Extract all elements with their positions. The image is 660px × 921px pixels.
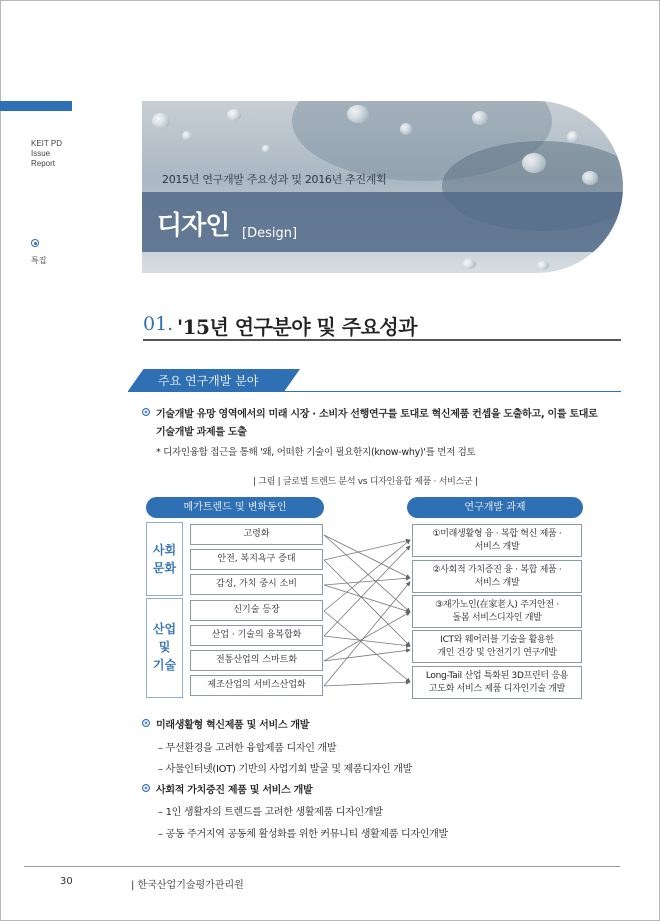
intro-line-1: 기술개발 유망 영역에서의 미래 시장 · 소비자 선행연구를 토대로 혁신제품 컨셉을 도출하고, 이를 토대로 — [156, 409, 598, 420]
trend-box: 신기술 등장 — [190, 600, 323, 621]
footer-rule — [24, 866, 620, 867]
task-line: ICT와 웨어러블 기술을 활용한 — [440, 635, 554, 645]
group-society-label: 사회 문화 — [152, 543, 177, 575]
group-industry-label: 산업 및 기술 — [152, 622, 177, 672]
list2-item: – 공동 주거지역 공동체 활성화를 위한 커뮤니티 생활제품 디자인개발 — [158, 829, 448, 840]
footer-organization: | 한국산업기술평가관리원 — [131, 880, 244, 891]
task-line: 개인 건강 및 안전기기 연구개발 — [437, 648, 557, 658]
list1-item: – 무선환경을 고려한 융합제품 디자인 개발 — [158, 743, 337, 754]
task-line: 고도화 서비스 제품 디자인기술 개발 — [428, 684, 566, 694]
section-number: 01. — [143, 313, 174, 335]
trend-box: 제조산업의 서비스산업화 — [190, 675, 323, 696]
task-line: 서비스 개발 — [474, 578, 520, 588]
intro-note: * 디자인융합 접근을 통해 '왜, 어떠한 기술이 필요한지(know-why)'를 먼저 검토 — [156, 447, 476, 458]
intro-line-2: 기술개발 과제를 도출 — [156, 427, 247, 438]
trend-box: 감성, 가치 중시 소비 — [190, 574, 323, 595]
banner-title: 디자인 — [157, 211, 230, 241]
list1-heading: 미래생활형 혁신제품 및 서비스 개발 — [156, 720, 310, 731]
banner-subtitle: 2015년 연구개발 주요성과 및 2016년 추진계획 — [162, 173, 387, 186]
task-line: ③재가노인(在家老人) 주거안전 · — [435, 600, 559, 610]
trend-box: 전통산업의 스마트화 — [190, 650, 323, 671]
task-line: Long-Tail 산업 특화된 3D프린터 응용 — [425, 671, 569, 681]
list2-heading: 사회적 가치증진 제품 및 서비스 개발 — [156, 785, 313, 796]
trend-box: 안전, 복지욕구 증대 — [190, 549, 323, 570]
section-title: '15년 연구분야 및 주요성과 — [177, 315, 418, 339]
bullet-icon — [142, 719, 150, 727]
banner-title-en: [Design] — [242, 226, 298, 241]
report-line-1: KEIT PD — [31, 139, 62, 148]
list1-item: – 사물인터넷(IOT) 기반의 사업기회 발굴 및 제품디자인 개발 — [158, 764, 413, 775]
task-line: 돌봄 서비스디자인 개발 — [452, 613, 542, 623]
list2-item: – 1인 생활자의 트렌드를 고려한 생활제품 디자인개발 — [158, 807, 383, 818]
task-line: 서비스 개발 — [474, 542, 520, 552]
sidebar-section-label: 특집 — [31, 256, 47, 265]
figure-caption: | 그림 | 글로벌 트렌드 분석 vs 디자인융합 제품 · 서비스군 | — [253, 477, 478, 487]
bullet-icon — [142, 784, 150, 792]
figure-right-header: 연구개발 과제 — [407, 497, 583, 518]
trend-box: 고령화 — [190, 524, 323, 545]
report-line-3: Report — [31, 159, 56, 168]
task-line: ②사회적 가치증진 융 · 복합 제품 · — [432, 565, 562, 575]
figure-left-header: 메가트렌드 및 변화동인 — [146, 497, 324, 518]
page-number: 30 — [60, 876, 73, 887]
trend-box: 산업 · 기술의 융복합화 — [190, 625, 323, 646]
report-line-2: Issue — [31, 149, 51, 158]
task-line: ①미래생활형 융 · 복합 혁신 제품 · — [432, 529, 562, 539]
topic-tag-label: 주요 연구개발 분야 — [158, 374, 259, 388]
